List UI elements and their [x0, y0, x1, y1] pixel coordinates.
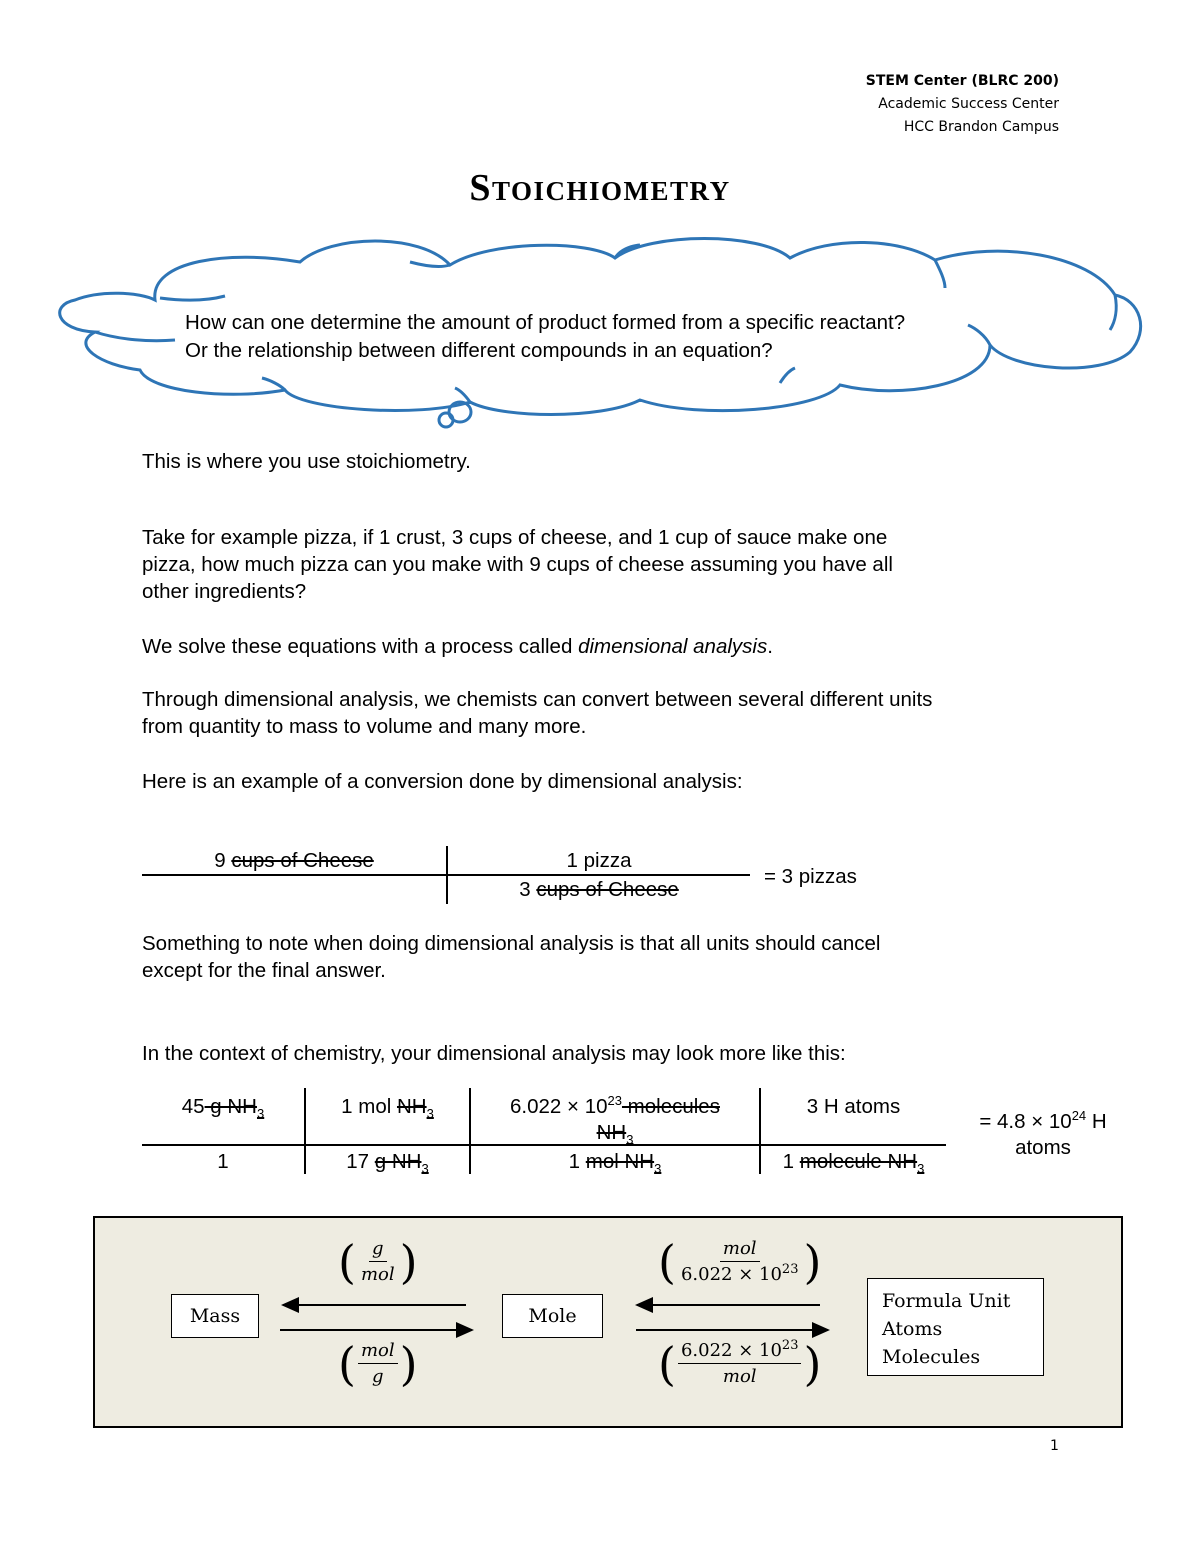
chem-result-exp: 24: [1071, 1108, 1087, 1124]
paragraph-through-line-1: Through dimensional analysis, we chemists can convert between several different units: [142, 688, 933, 711]
chem-c2-bottom-sub: 3: [421, 1161, 429, 1177]
paragraph-note-line-2: except for the final answer.: [142, 959, 386, 982]
paragraph-pizza-line-2: pizza, how much pizza can you make with 9 cups of cheese assuming you have all: [142, 553, 893, 576]
factor-g-per-mol: [338, 1234, 418, 1289]
header-line-3: HCC Brandon Campus: [903, 119, 1059, 135]
mole-box: Mole: [502, 1294, 603, 1338]
paren-close-icon: ): [399, 1336, 418, 1391]
paren-close-icon: ): [803, 1336, 822, 1391]
pizza-d2-value: 3: [519, 878, 537, 901]
factor-4-numerator-value: 6.022 × 10: [680, 1340, 782, 1361]
chem-c3-top-value: 6.022 × 10: [510, 1095, 608, 1118]
atoms-label: Atoms: [882, 1318, 943, 1340]
chem-c1-top-value: 45: [181, 1095, 205, 1118]
factor-3-denominator: [678, 1262, 802, 1285]
paren-open-icon: (: [338, 1234, 356, 1289]
paren-close-icon: ): [399, 1234, 418, 1289]
factor-3-denominator-exp: 23: [781, 1262, 799, 1277]
mass-box: Mass: [171, 1294, 259, 1338]
chem-c1-top-unit-text: g NH: [204, 1095, 257, 1118]
factor-4-denominator: mol: [722, 1366, 757, 1387]
factor-1-denominator: mol: [360, 1264, 395, 1285]
chem-c1-bottom: 1: [217, 1150, 229, 1173]
header-line-1: STEM Center (BLRC 200): [865, 73, 1059, 89]
chem-c2-bottom-unit-text: g NH: [374, 1150, 422, 1173]
factor-3-numerator: mol: [720, 1238, 760, 1262]
chem-result-unit: H: [1086, 1110, 1107, 1133]
chem-c3-bottom-unit-text: mol NH: [585, 1150, 655, 1173]
molecules-label: Molecules: [882, 1346, 981, 1368]
chem-c4-top: 3 H atoms: [806, 1095, 901, 1118]
chem-c3-top-unit2-text: NH: [596, 1121, 627, 1144]
chem-c3-bottom-sub: 3: [654, 1161, 662, 1177]
chem-c1-top-sub: 3: [256, 1106, 265, 1122]
paren-open-icon: (: [338, 1336, 356, 1391]
factor-1-numerator: g: [369, 1238, 387, 1262]
pizza-result: = 3 pizzas: [764, 865, 857, 888]
paragraph-chemistry: In the context of chemistry, your dimensional analysis may look more like this:: [142, 1042, 846, 1065]
formula-unit-label: Formula Unit: [882, 1290, 1011, 1312]
pizza-numerator-2: 1 pizza: [566, 849, 632, 872]
dimensional-analysis-term: dimensional analysis: [578, 635, 768, 658]
factor-mol-per-avogadro: [658, 1234, 822, 1289]
paragraph-intro: This is where you use stoichiometry.: [142, 450, 471, 473]
chem-c2-top-sub: 3: [426, 1106, 434, 1122]
cloud-line-2: Or the relationship between different compounds in an equation?: [185, 339, 773, 362]
paren-open-icon: (: [658, 1336, 676, 1391]
cloud-line-1: How can one determine the amount of product formed from a specific reactant?: [185, 311, 906, 334]
paragraph-dimensional-text: We solve these equations with a process called: [142, 635, 579, 658]
paragraph-pizza-line-1: Take for example pizza, if 1 crust, 3 cups of cheese, and 1 cup of sauce make one: [142, 526, 888, 549]
factor-2-numerator: mol: [358, 1340, 398, 1364]
chem-c3-top-sub: 3: [626, 1132, 634, 1148]
chem-c2-top-value: 1 mol: [341, 1095, 397, 1118]
pizza-n1-value: 9: [214, 849, 232, 872]
pizza-d2-unit: cups of Cheese: [536, 878, 679, 901]
factor-4-numerator-exp: 23: [781, 1338, 799, 1353]
paragraph-example: Here is an example of a conversion done by dimensional analysis:: [142, 770, 743, 793]
factor-2-denominator: g: [372, 1366, 384, 1387]
paragraph-dimensional-period: .: [767, 635, 773, 658]
chem-c3-top-exp: 23: [607, 1093, 622, 1109]
paragraph-through-line-2: from quantity to mass to volume and many more.: [142, 715, 587, 738]
factor-3-denominator-value: 6.022 × 10: [680, 1264, 782, 1285]
chem-result-unit-2: atoms: [1015, 1136, 1071, 1159]
chem-c4-bottom-value: 1: [782, 1150, 800, 1173]
header-line-2: Academic Success Center: [878, 96, 1059, 112]
factor-mol-per-g: [338, 1336, 418, 1391]
chem-c4-bottom-sub: 3: [917, 1161, 925, 1177]
chem-c2-top-unit-text: NH: [396, 1095, 427, 1118]
paren-close-icon: ): [803, 1234, 822, 1289]
page-title: Stoichiometry: [469, 167, 731, 209]
pizza-n1-unit: cups of Cheese: [231, 849, 374, 872]
page-number: 1: [1050, 1438, 1059, 1454]
paren-open-icon: (: [658, 1234, 676, 1289]
paragraph-pizza-line-3: other ingredients?: [142, 580, 307, 603]
paragraph-note-line-1: Something to note when doing dimensional analysis is that all units should cancel: [142, 932, 881, 955]
chem-c2-bottom-value: 17: [346, 1150, 375, 1173]
chem-result-value: = 4.8 × 10: [979, 1110, 1072, 1133]
chem-c3-bottom-value: 1: [568, 1150, 586, 1173]
chem-c4-bottom-unit-text: molecule NH: [799, 1150, 918, 1173]
factor-avogadro-per-mol: [658, 1336, 822, 1391]
chem-c3-top-unit: molecules: [621, 1095, 720, 1118]
factor-4-numerator: [678, 1340, 802, 1364]
